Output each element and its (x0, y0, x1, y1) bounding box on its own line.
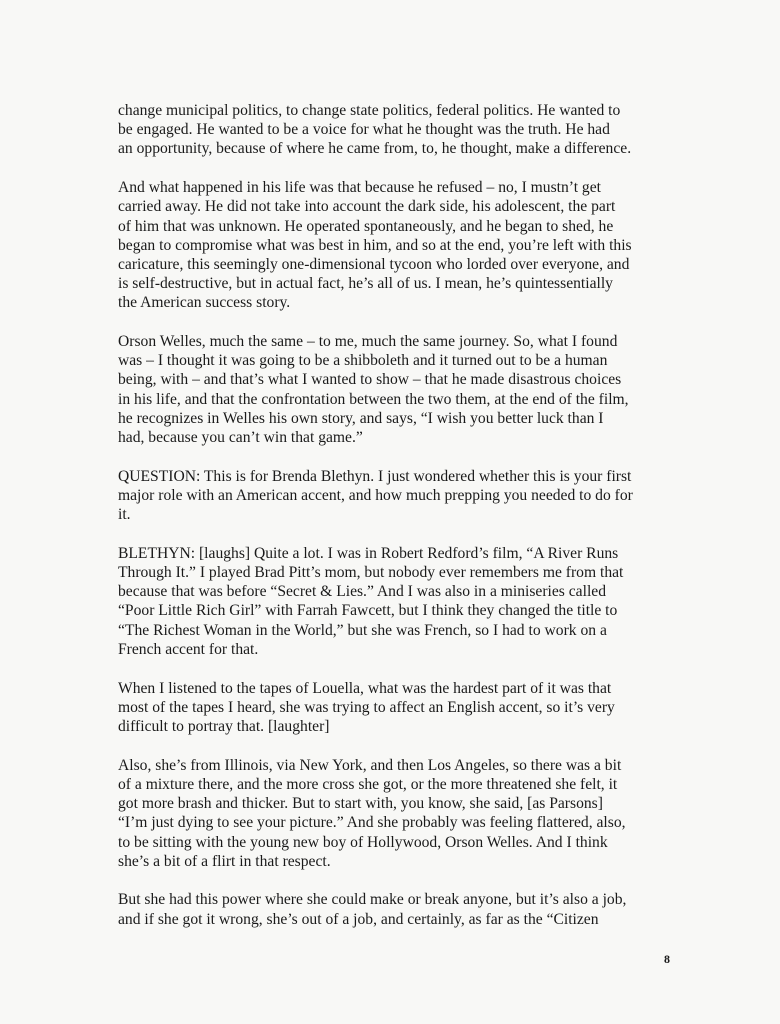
text-line: “I’m just dying to see your picture.” And she probably was feeling flattered, also, (118, 814, 626, 832)
text-line: be engaged. He wanted to be a voice for what he thought was the truth. He had (118, 121, 610, 139)
text-line: Orson Welles, much the same – to me, much the same journey. So, what I found (118, 333, 618, 351)
text-line: difficult to portray that. [laughter] (118, 717, 330, 735)
text-line: in his life, and that the confrontation between the two them, at the end of the film, (118, 390, 629, 408)
transcript-paragraph (118, 544, 690, 659)
text-line: to be sitting with the young new boy of Hollywood, Orson Welles. And I think (118, 833, 608, 851)
transcript-paragraph (118, 332, 690, 447)
text-line: QUESTION: This is for Brenda Blethyn. I just wondered whether this is your first (118, 467, 632, 485)
text-line: an opportunity, because of where he came from, to, he thought, make a difference. (118, 140, 632, 158)
text-line: And what happened in his life was that because he refused – no, I mustn’t get (118, 179, 601, 197)
text-line: because that was before “Secret & Lies.” And I was also in a miniseries called (118, 583, 606, 601)
text-line: of a mixture there, and the more cross she got, or the more threatened she felt, it (118, 775, 618, 793)
text-line: it. (118, 506, 131, 524)
transcript-paragraph (118, 178, 690, 312)
transcript-body (118, 101, 690, 948)
text-line: carried away. He did not take into account the dark side, his adolescent, the part (118, 198, 616, 216)
transcript-paragraph (118, 467, 690, 525)
text-line: began to compromise what was best in him, and so at the end, you’re left with this (118, 236, 632, 254)
text-line: caricature, this seemingly one-dimensional tycoon who lorded over everyone, and (118, 255, 630, 273)
text-line: major role with an American accent, and how much prepping you needed to do for (118, 486, 633, 504)
transcript-paragraph (118, 890, 690, 928)
transcript-paragraph (118, 679, 690, 737)
transcript-paragraph (118, 101, 690, 159)
text-line: is self-destructive, but in actual fact, he’s all of us. I mean, he’s quintessentially (118, 275, 613, 293)
text-line: he recognizes in Welles his own story, and says, “I wish you better luck than I (118, 409, 604, 427)
text-line: But she had this power where she could make or break anyone, but it’s also a job, (118, 891, 627, 909)
text-line: she’s a bit of a flirt in that respect. (118, 852, 331, 870)
text-line: When I listened to the tapes of Louella, what was the hardest part of it was that (118, 679, 612, 697)
text-line: had, because you can’t win that game.” (118, 429, 363, 447)
transcript-paragraph (118, 756, 690, 871)
text-line: the American success story. (118, 294, 291, 312)
text-line: Also, she’s from Illinois, via New York, and then Los Angeles, so there was a bit (118, 756, 622, 774)
text-line: most of the tapes I heard, she was trying to affect an English accent, so it’s very (118, 698, 615, 716)
text-line: French accent for that. (118, 640, 259, 658)
text-line: “Poor Little Rich Girl” with Farrah Fawcett, but I think they changed the title to (118, 602, 618, 620)
page-number: 8 (664, 952, 670, 966)
text-line: BLETHYN: [laughs] Quite a lot. I was in Robert Redford’s film, “A River Runs (118, 544, 619, 562)
text-line: got more brash and thicker. But to start with, you know, she said, [as Parsons] (118, 795, 603, 813)
text-line: Through It.” I played Brad Pitt’s mom, but nobody ever remembers me from that (118, 564, 624, 582)
text-line: change municipal politics, to change state politics, federal politics. He wanted to (118, 102, 621, 119)
text-line: being, with – and that’s what I wanted to show – that he made disastrous choices (118, 371, 622, 389)
text-line: and if she got it wrong, she’s out of a job, and certainly, as far as the “Citizen (118, 910, 599, 928)
text-line: of him that was unknown. He operated spontaneously, and he began to shed, he (118, 217, 614, 235)
text-line: “The Richest Woman in the World,” but she was French, so I had to work on a (118, 621, 607, 639)
text-line: was – I thought it was going to be a shibboleth and it turned out to be a human (118, 352, 608, 370)
